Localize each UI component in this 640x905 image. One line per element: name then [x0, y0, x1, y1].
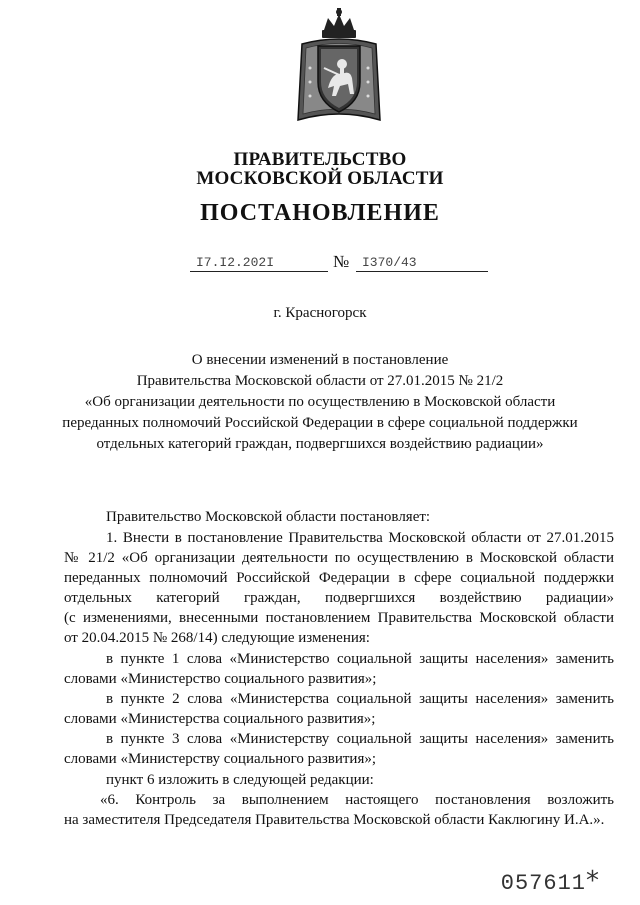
city: г. Красногорск — [273, 305, 367, 321]
amendment-item: пункт 6 изложить в следующей редакции: — [106, 772, 374, 788]
title-line-1: О внесении изменений в постановление — [191, 352, 449, 368]
amendment-item: словами «Министерство социального развития»; — [64, 671, 377, 687]
body-line: от 20.04.2015 № 268/14) следующие изменения: — [64, 630, 370, 646]
amendment-item: словами «Министерству социального развития»; — [64, 751, 377, 767]
new-clause: на заместителя Председателя Правительства Московской области Каклюгину И.А.». — [64, 812, 605, 828]
document-type: ПОСТАНОВЛЕНИЕ — [200, 200, 440, 226]
org-name-line1: ПРАВИТЕЛЬСТВО — [233, 149, 407, 170]
body-line: 1. Внести в постановление Правительства Московской области от 27.01.2015 — [106, 530, 614, 546]
number-value: I370/43 — [356, 255, 488, 272]
body-line: отдельных категорий граждан, подвергшихся воздействию радиации» — [64, 590, 614, 606]
amendment-item: в пункте 3 слова «Министерству социальной защиты населения» заменить — [106, 731, 614, 747]
body-line: № 21/2 «Об организации деятельности по осуществлению в Московской области — [64, 550, 614, 566]
serial-number — [501, 866, 600, 896]
amendment-item: в пункте 2 слова «Министерства социальной защиты населения» заменить — [106, 691, 614, 707]
body-line: (с изменениями, внесенными постановлением Правительства Московской области — [64, 610, 614, 626]
date-field — [190, 255, 328, 272]
new-clause: «6. Контроль за выполнением настоящего постановления возложить — [100, 792, 614, 808]
title-line-4: переданных полномочий Российской Федерации в сфере социальной поддержки — [62, 415, 578, 431]
amendment-item: словами «Министерства социального развития»; — [64, 711, 376, 727]
moscow-oblast-emblem — [296, 8, 382, 128]
body-line: переданных полномочий Российской Федерации в сфере социальной поддержки — [64, 570, 614, 586]
number-field — [356, 255, 488, 272]
title-line-2: Правительства Московской области от 27.01.2015 № 21/2 — [136, 373, 504, 389]
title-line-5: отдельных категорий граждан, подвергшихся воздействию радиации» — [96, 436, 544, 452]
title-line-3: «Об организации деятельности по осуществлению в Московской области — [84, 394, 556, 410]
date-value: I7.I2.202I — [190, 255, 328, 272]
org-name-line2: МОСКОВСКОЙ ОБЛАСТИ — [196, 168, 444, 189]
serial-value: 057611 — [500, 871, 586, 896]
number-sign: № — [333, 252, 350, 271]
amendment-item: в пункте 1 слова «Министерство социальной защиты населения» заменить — [106, 651, 614, 667]
preamble: Правительство Московской области постановляет: — [106, 509, 431, 525]
asterisk-mark: * — [586, 866, 600, 896]
